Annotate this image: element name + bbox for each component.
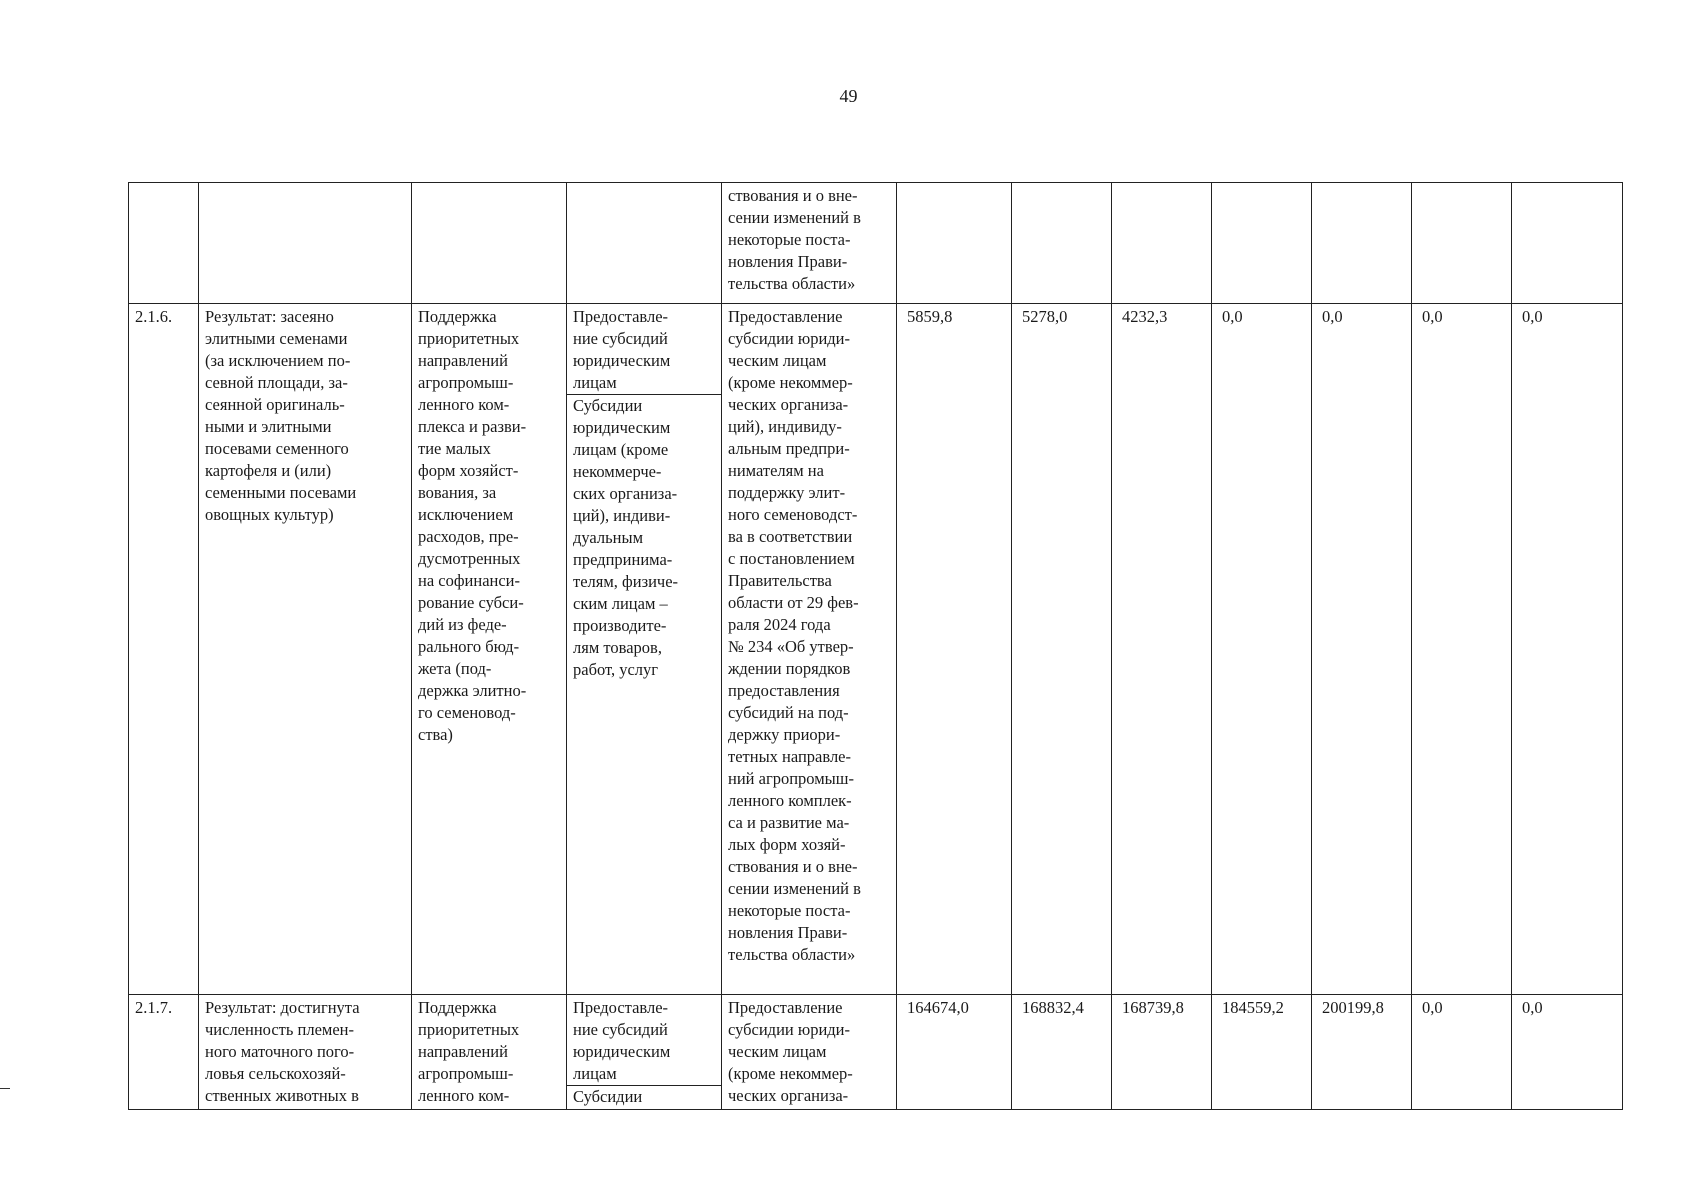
cell-result: Результат: достигнута численность племен- ного маточного пого- ловья сельскохозяй- ственных животных в <box>199 995 412 1110</box>
cell-value <box>1512 183 1623 304</box>
subsidy-type-sub: Субсидии <box>573 1087 643 1106</box>
cell-value <box>1312 183 1412 304</box>
cell-value <box>1212 183 1312 304</box>
cell-value: 0,0 <box>1412 304 1512 995</box>
cell-value: 164674,0 <box>897 995 1012 1110</box>
cell-value <box>1412 183 1512 304</box>
cell-value: 184559,2 <box>1212 995 1312 1110</box>
cell-code <box>129 183 199 304</box>
cell-value <box>1012 183 1112 304</box>
cell-value: 0,0 <box>1212 304 1312 995</box>
cell-subsidy-type <box>567 183 722 304</box>
cell-result <box>199 183 412 304</box>
cell-code: 2.1.6. <box>129 304 199 995</box>
cell-value: 5278,0 <box>1012 304 1112 995</box>
subsidy-type-sub: Субсидии юридическим лицам (кроме некоммерче- ских организа- ций), индиви- дуальным предпринима- телям, физиче- ским лицам – производите- лям товаров, работ, услуг <box>573 396 679 679</box>
cell-subsidy-type <box>567 995 722 1110</box>
cell-direction: Поддержка приоритетных направлений агропромыш- ленного ком- плекса и разви- тие малых форм хозяйст- вования, за исключением расходов, пре- дусмотренных на софинанси- рование субси- дий из феде- рального бюд- жета (под- держка элитно- го семеновод- ства) <box>412 304 567 995</box>
table-row-continuation <box>129 183 1623 304</box>
cell-description: Предоставление субсидии юриди- ческим лицам (кроме некоммер- ческих организа- <box>722 995 897 1110</box>
program-table <box>128 182 1623 1110</box>
page-number: 49 <box>839 86 858 106</box>
cell-description: ствования и о вне- сении изменений в некоторые поста- новления Прави- тельства области» <box>722 183 897 304</box>
cell-code: 2.1.7. <box>129 995 199 1110</box>
table-row-2-1-6 <box>129 304 1623 995</box>
subsidy-type-main: Предоставле- ние субсидий юридическим лицам <box>567 997 721 1086</box>
cell-direction <box>412 183 567 304</box>
cell-direction: Поддержка приоритетных направлений агропромыш- ленного ком- <box>412 995 567 1110</box>
cell-value: 4232,3 <box>1112 304 1212 995</box>
subsidy-type-main: Предоставле- ние субсидий юридическим лицам <box>567 306 721 395</box>
cell-value: 168832,4 <box>1012 995 1112 1110</box>
cell-subsidy-type <box>567 304 722 995</box>
cell-value <box>1112 183 1212 304</box>
cell-value: 0,0 <box>1512 304 1623 995</box>
cell-value: 168739,8 <box>1112 995 1212 1110</box>
cell-result: Результат: засеяно элитными семенами (за исключением по- севной площади, за- сеянной оригиналь- ными и элитными посевами семенного картофеля и (или) семенными посевами овощных культур) <box>199 304 412 995</box>
cell-value: 200199,8 <box>1312 995 1412 1110</box>
cell-description: Предоставление субсидии юриди- ческим лицам (кроме некоммер- ческих организа- ций), индивиду- альным предпри- нимателям на поддержку элит- ного семеноводст- ва в соответствии с постановлением Правительства области от 29 фев- раля 2024 года № 234 «Об утвер- ждении порядков предоставления субсидий на под- держку приори- тетных направле- ний агропромыш- ленного комплек- са и развитие ма- лых форм хозяй- ствования и о вне- сении изменений в некоторые поста- новления Прави- тельства области» <box>722 304 897 995</box>
cell-value: 5859,8 <box>897 304 1012 995</box>
margin-mark <box>0 1088 10 1089</box>
cell-value: 0,0 <box>1412 995 1512 1110</box>
cell-value <box>897 183 1012 304</box>
table-row-2-1-7 <box>129 995 1623 1110</box>
cell-value: 0,0 <box>1512 995 1623 1110</box>
cell-value: 0,0 <box>1312 304 1412 995</box>
